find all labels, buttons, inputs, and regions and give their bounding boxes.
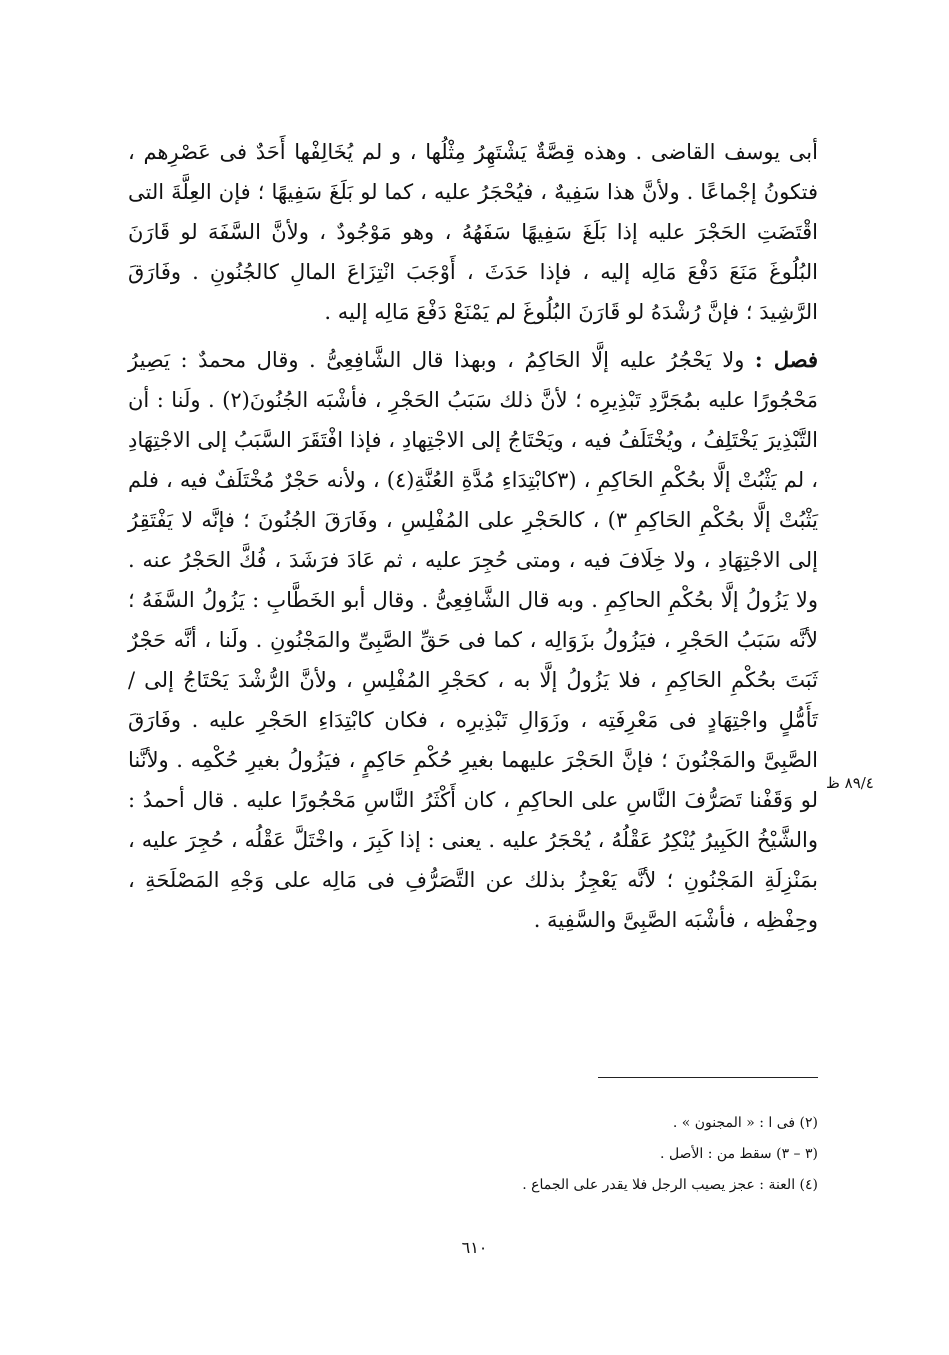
paragraph-text: ولا يَحْجُرُ عليه إلَّا الحَاكِمُ ، وبهذا قال الشَّافِعِىُّ . وقال محمدٌ : يَصِيرُ مَحْجُورًا عليه بمُجَرَّدِ تَبْذِيرِه ؛ لأنَّ ذلك سَبَبُ الحَجْرِ ، فأشْبَه الجُنُونَ(٢) . ولَنا : أن التَّبْذِيرَ يَخْتَلِفُ ، ويُخْتَلَفُ فيه ، ويَحْتَاجُ إلى الاجْتِهادِ ، فإذا افْتَقَرَ السَّبَبُ إلى الاجْتِهَادِ ، لم يَثْبُتْ إلَّا بحُكْمِ الحَاكِمِ ، (٣كابْتِدَاءِ مُدَّةِ العُنَّةِ(٤) ، ولأنه حَجْرٌ مُخْتَلَفٌ فيه ، فلم يَثْبُتْ إلَّا بحُكْمِ الحَاكِمِ ٣) ، كالحَجْرِ على المُفْلِسِ ، وفَارَقَ الجُنُونَ ؛ فإنَّه لا يَفْتَقِرُ إلى الاجْتِهَادِ ، ولا خِلَافَ فيه ، ومتى حُجِرَ عليه ، ثم عَادَ فرَشَدَ ، فُكَّ الحَجْرُ عنه . ولا يَزُولُ إلَّا بحُكْمِ الحاكِمِ . وبه قال الشَّافِعِىُّ . وقال أبو الخَطَّابِ : يَزُولُ السَّفَهُ ؛ لأنَّه سَبَبُ الحَجْرِ ، فيَزُولُ بزَوَالِه ، كما فى حَقِّ الصَّبِىِّ والمَجْنُونِ . ولَنا ، أنَّه حَجْرٌ ثَبَتَ بحُكْمِ الحَاكِمِ ، فلا يَزُولُ إلَّا به ، كحَجْرِ المُفْلِسِ ، ولأنَّ الرُّشْدَ يَحْتَاجُ إلى / تَأَمُّلٍ واجْتِهَادٍ فى مَعْرِفَتِه ، وزَوَالِ تَبْذِيرِه ، فكان كابْتِدَاءِ الحَجْرِ عليه . وفَارَقَ الصَّبِىَّ والمَجْنُونَ ؛ فإنَّ الحَجْرَ عليهما بغيرِ حُكْمِ حَاكِمٍ ، فيَزُولُ بغيرِ حُكْمِه . ولأنَّنا لو وَقَفْنا تَصَرُّفَ النَّاسِ على الحاكِمِ ، كان أَكْثَرُ النَّاسِ مَحْجُورًا عليه . قال أحمدُ : والشَّيْخُ الكَبِيرُ يُنْكِرُ عَقْلُهُ ، يُحْجَرُ عليه . يعنى : إذا كَبِرَ ، واخْتَلَّ عَقْلُه ، حُجِرَ عليه ، بمَنْزِلَةِ المَجْنُونِ ؛ لأنَّه يَعْجِزُ بذلك عن التَّصَرُّفِ فى مَالِه على وَجْهِ المَصْلَحَةِ ، وحِفْظِه ، فأشْبَه الصَّبِىَّ والسَّفِيهَ . — [128, 348, 818, 932]
footnote-divider — [598, 1077, 818, 1078]
footnote: (٢) فى ا : « المجنون » . — [672, 1115, 818, 1131]
paragraph — [128, 340, 818, 940]
page-number: ٦١٠ — [461, 1238, 488, 1257]
paragraph-text: أبى يوسف القاضى . وهذه قِصَّةٌ يَشْتَهِرُ مِثْلُها ، و لم يُخَالِفْها أَحَدٌ فى عَصْرِهم ، فتكونُ إجْماعًا . ولأنَّ هذا سَفِيهٌ ، فيُحْجَرُ عليه ، كما لو بَلَغَ سَفِيهًا ؛ فإن العِلَّةَ التى اقْتَضَتِ الحَجْرَ عليه إذا بَلَغَ سَفِيهًا سَفَهُهُ ، وهو مَوْجُودٌ ، ولأنَّ السَّفَهَ لو قَارَنَ البُلُوغَ مَنَعَ دَفْعَ مَالِه إليه ، فإذا حَدَثَ ، أَوْجَبَ انْتِزَاعَ المالِ كالجُنُونِ . وفَارَقَ الرَّشِيدَ ؛ فإنَّ رُشْدَهُ لو قَارَنَ البُلُوغَ لم يَمْنَعْ دَفْعَ مَالِه إليه . — [128, 140, 818, 324]
footnotes — [160, 1108, 818, 1201]
footnote: (٣ – ٣) سقط من : الأصل . — [660, 1146, 818, 1162]
margin-page-reference: ٨٩/٤ ظ — [826, 774, 874, 792]
footnote: (٤) العنة : عجز يصيب الرجل فلا يقدر على الجماع . — [522, 1177, 818, 1193]
section-heading: فصل : — [754, 347, 819, 372]
paragraph — [128, 132, 818, 332]
main-text — [128, 132, 818, 940]
